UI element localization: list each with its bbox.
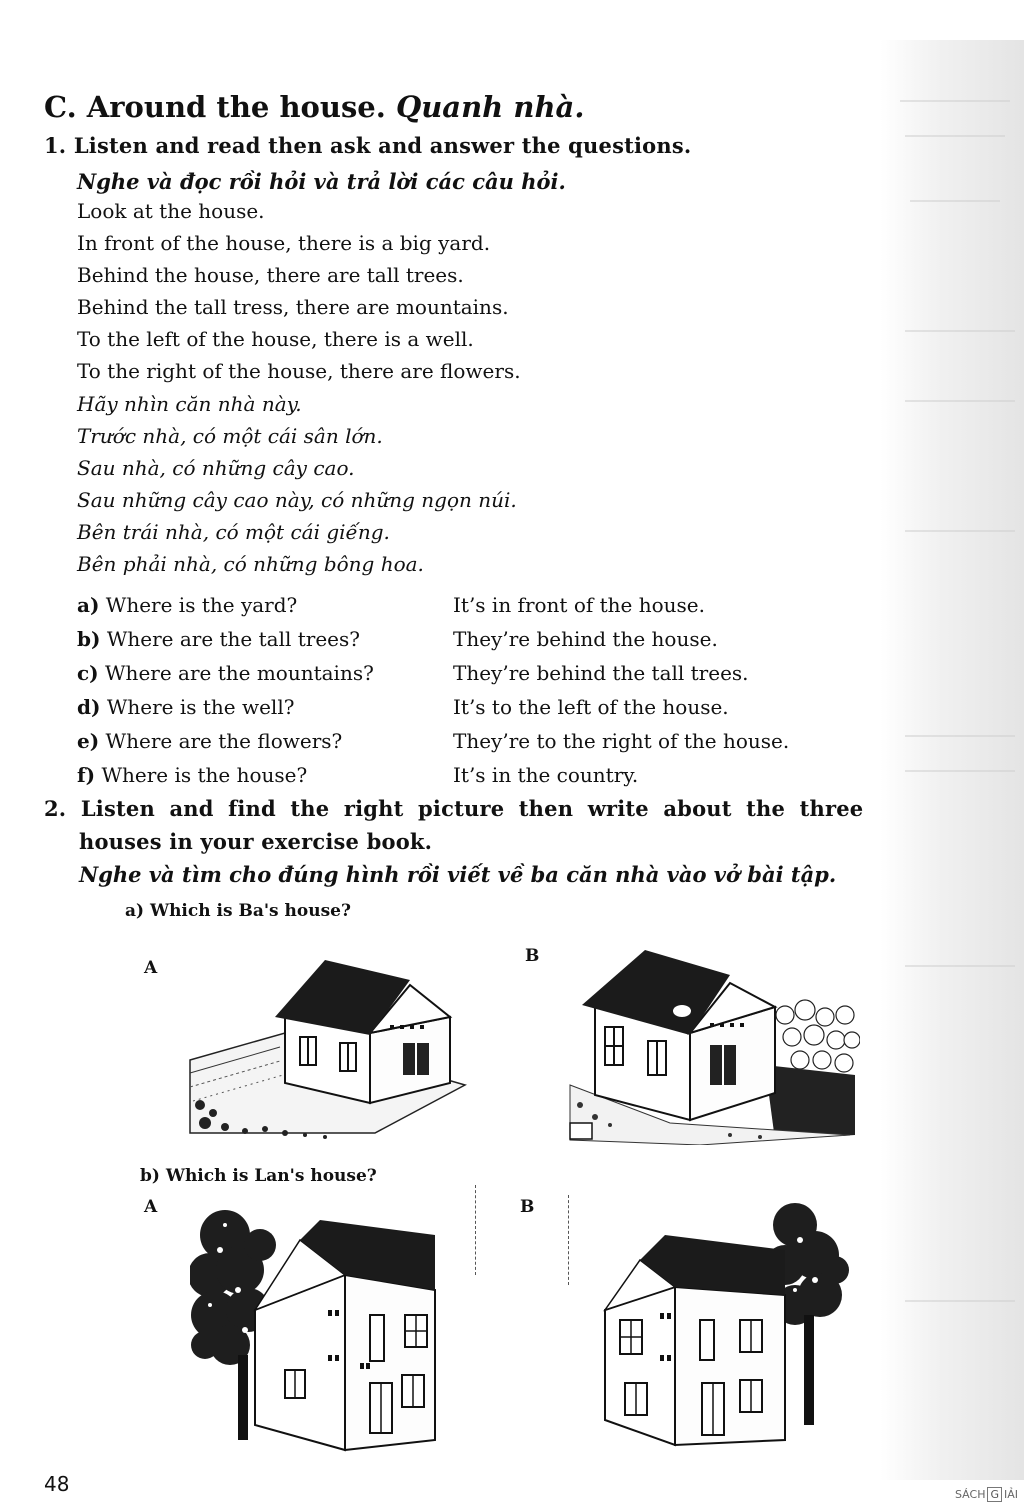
question-a: a) Which is Ba's house? [125, 901, 351, 921]
qa-question: f) Where is the house? [77, 763, 308, 787]
reading-line: In front of the house, there is a big yard. [77, 231, 491, 255]
reading-line: To the left of the house, there is a well. [77, 327, 474, 351]
qa-question: e) Where are the flowers? [77, 729, 343, 753]
picture-label-a: A [144, 958, 158, 978]
reading-line-vi: Bên phải nhà, có những bông hoa. [77, 552, 424, 576]
section-title: C. Around the house. Quanh nhà. [44, 90, 585, 124]
reading-line: To the right of the house, there are flowers. [77, 359, 521, 383]
qa-answer: It’s in the country. [453, 763, 639, 787]
house-picture-a1 [185, 955, 470, 1150]
house-picture-a2 [190, 1195, 450, 1460]
divider-line [475, 1185, 476, 1275]
house-picture-b2 [590, 1195, 860, 1460]
page-edge-shadow [880, 40, 1024, 1480]
reading-line-vi: Trước nhà, có một cái sân lớn. [77, 424, 383, 448]
reading-line-vi: Hãy nhìn căn nhà này. [77, 392, 302, 416]
question-b: b) Which is Lan's house? [140, 1166, 377, 1186]
house-picture-b1 [560, 945, 860, 1145]
picture-label-b: B [520, 1197, 535, 1217]
exercise-2-title-line2: houses in your exercise book. [79, 829, 433, 854]
reading-line: Look at the house. [77, 199, 265, 223]
exercise-2-title-vi: Nghe và tìm cho đúng hình rồi viết về ba căn nhà vào vở bài tập. [79, 862, 837, 887]
exercise-2-title-line1: 2. Listen and find the right picture then write about the three [44, 796, 864, 821]
picture-label-a: A [144, 1197, 158, 1217]
qa-answer: They’re behind the house. [453, 627, 718, 651]
exercise-1-title-vi: Nghe và đọc rồi hỏi và trả lời các câu hỏi. [77, 169, 566, 194]
qa-question: c) Where are the mountains? [77, 661, 374, 685]
qa-answer: It’s to the left of the house. [453, 695, 729, 719]
exercise-1-title: 1. Listen and read then ask and answer the questions. [44, 133, 692, 158]
divider-line [568, 1195, 569, 1285]
qa-question: d) Where is the well? [77, 695, 295, 719]
qa-answer: They’re to the right of the house. [453, 729, 790, 753]
reading-line: Behind the house, there are tall trees. [77, 263, 464, 287]
reading-line-vi: Sau nhà, có những cây cao. [77, 456, 355, 480]
qa-question: b) Where are the tall trees? [77, 627, 360, 651]
qa-answer: It’s in front of the house. [453, 593, 706, 617]
page-number: 48 [44, 1472, 70, 1496]
qa-question: a) Where is the yard? [77, 593, 298, 617]
reading-line-vi: Bên trái nhà, có một cái giếng. [77, 520, 390, 544]
reading-line-vi: Sau những cây cao này, có những ngọn núi. [77, 488, 517, 512]
picture-label-b: B [525, 946, 540, 966]
reading-line: Behind the tall tress, there are mountains. [77, 295, 509, 319]
qa-answer: They’re behind the tall trees. [453, 661, 749, 685]
site-logo: SÁCH G IẢI [955, 1488, 1019, 1501]
